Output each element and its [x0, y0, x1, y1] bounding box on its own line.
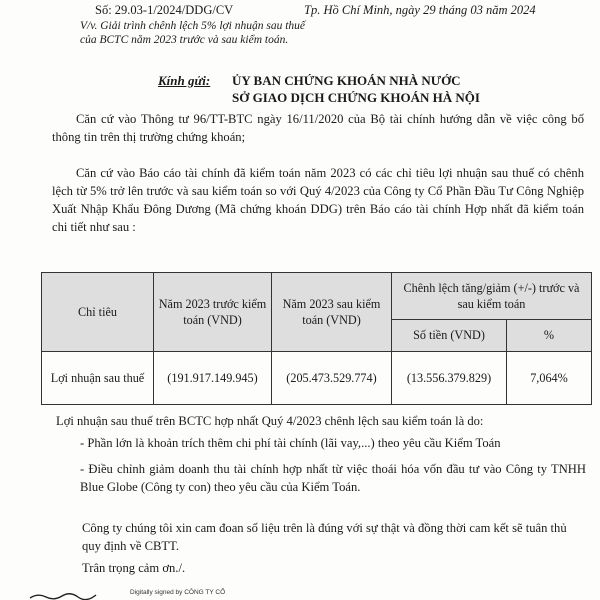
cell-indicator: Lợi nhuận sau thuế: [42, 352, 154, 405]
explanation-bullet-2: - Điều chỉnh giảm doanh thu tài chính hợp nhất từ việc thoái hóa vốn đầu tư vào Công ty TNHH Blue Globe (Công ty con) theo yêu cầu của Kiểm Toán.: [80, 462, 586, 494]
header-difference: Chênh lệch tăng/giảm (+/-) trước và sau kiểm toán: [392, 273, 592, 320]
document-reference-number: Số: 29.03-1/2024/DDG/CV: [95, 3, 234, 17]
recipient-line-1: ỦY BAN CHỨNG KHOÁN NHÀ NƯỚC: [232, 73, 461, 88]
signature-scribble-icon: [28, 592, 98, 600]
profit-comparison-table: [41, 272, 592, 405]
explanation-bullet-1: - Phần lớn là khoản trích thêm chi phí tài chính (lãi vay,...) theo yêu cầu Kiểm Toán: [80, 436, 501, 450]
cell-percent: 7,064%: [507, 352, 592, 405]
cell-after-audit: (205.473.529.774): [272, 352, 392, 405]
cell-amount: (13.556.379.829): [392, 352, 507, 405]
document-place-date: Tp. Hồ Chí Minh, ngày 29 tháng 03 năm 2024: [304, 3, 536, 17]
paragraph-legal-basis: Căn cứ vào Thông tư 96/TT-BTC ngày 16/11/2020 của Bộ tài chính hướng dẫn về việc công bố thông tin trên thị trường chứng khoán;: [52, 112, 584, 144]
header-indicator: Chỉ tiêu: [42, 273, 154, 352]
header-percent: %: [507, 319, 592, 351]
header-after-audit: Năm 2023 sau kiểm toán (VND): [272, 273, 392, 352]
header-before-audit: Năm 2023 trước kiểm toán (VND): [154, 273, 272, 352]
closing-thanks: Trân trọng cảm ơn./.: [82, 561, 186, 575]
paragraph-audit-basis: Căn cứ vào Báo cáo tài chính đã kiểm toán năm 2023 có các chỉ tiêu lợi nhuận sau thuế có chênh lệch từ 5% trở lên trước và sau kiểm toán so với Quý 4/2023 của Công ty Cổ Phần Đầu Tư Công Nghiệp Xuất Nhập Khẩu Đông Dương (Mã chứng khoán DDG) trên Báo cáo tài chính Hợp nhất đã kiểm toán chi tiết như sau :: [52, 166, 584, 234]
cell-before-audit: (191.917.149.945): [154, 352, 272, 405]
explanation-intro: Lợi nhuận sau thuế trên BCTC hợp nhất Quý 4/2023 chênh lệch sau kiểm toán là do:: [56, 414, 484, 428]
document-subject: V/v. Giải trình chênh lệch 5% lợi nhuận sau thuế của BCTC năm 2023 trước và sau kiểm toán.: [80, 20, 306, 46]
recipient-line-2: SỞ GIAO DỊCH CHỨNG KHOÁN HÀ NỘI: [232, 90, 480, 105]
closing-commitment: Công ty chúng tôi xin cam đoan số liệu trên là đúng với sự thật và đồng thời cam kết sẽ tuân thủ quy định về CBTT.: [82, 521, 567, 553]
table-row: [42, 352, 592, 405]
table-header-row: [42, 273, 592, 320]
recipient-label: Kính gửi:: [158, 73, 211, 88]
digital-signature-text: Digitally signed by CÔNG TY CỔ: [130, 589, 226, 596]
header-amount: Số tiền (VND): [392, 319, 507, 351]
